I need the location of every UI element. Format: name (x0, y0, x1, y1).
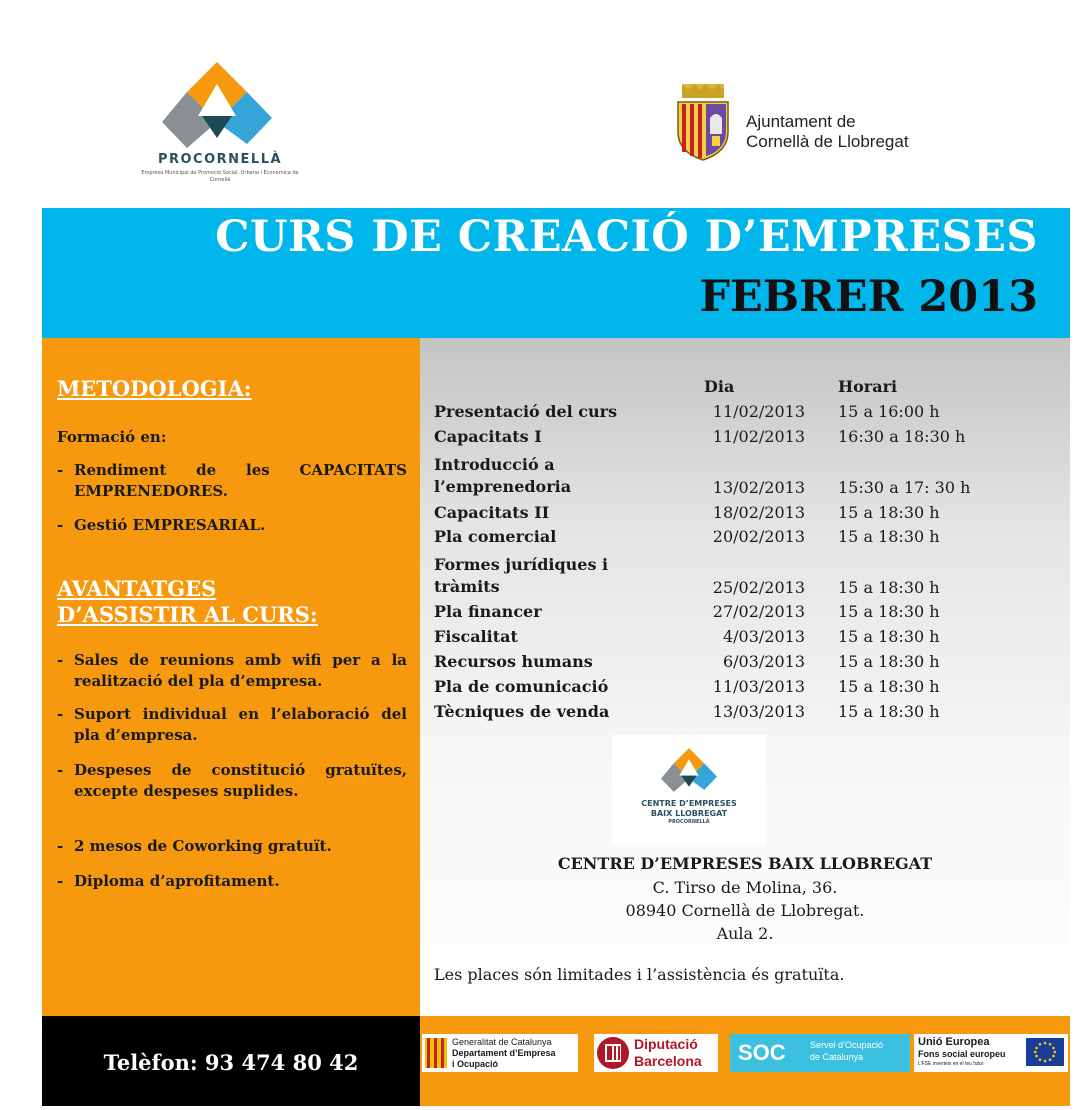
coat-of-arms-icon (668, 82, 738, 162)
bullet-dash: - (57, 461, 64, 479)
session-time: 15 a 18:30 h (838, 578, 940, 597)
address-city: 08940 Cornellà de Llobregat. (625, 901, 865, 920)
list-item (57, 836, 407, 857)
address-street: C. Tirso de Molina, 36. (652, 878, 838, 897)
session-day: 13/02/2013 (712, 478, 805, 497)
session-day: 27/02/2013 (712, 602, 805, 621)
list-item-text: 2 mesos de Coworking gratuït. (74, 837, 332, 855)
gencat-logo (422, 1034, 578, 1072)
list-item (57, 704, 407, 746)
diputacio-emblem-icon (596, 1036, 630, 1070)
soc-abbr: SOC (738, 1040, 786, 1065)
list-item-text: Suport individual en l’elaboració del pla d’empresa. (74, 705, 407, 744)
ajuntament-line2: Cornellà de Llobregat (746, 132, 909, 151)
session-name: Presentació del curs (434, 402, 618, 421)
advantages-heading-line2: D’ASSISTIR AL CURS: (57, 602, 318, 627)
bullet-dash: - (57, 705, 64, 723)
session-day: 25/02/2013 (712, 578, 805, 597)
session-time: 15 a 18:30 h (838, 627, 940, 646)
centre-empreses-logo (612, 735, 766, 845)
session-day: 13/03/2013 (712, 702, 805, 721)
gencat-line1: Generalitat de Catalunya (452, 1037, 552, 1047)
list-item-text: Sales de reunions amb wifi per a la realització del pla d’empresa. (74, 651, 407, 690)
bullet-dash: - (57, 516, 64, 534)
session-name: Pla de comunicació (434, 677, 609, 696)
column-header-time: Horari (838, 377, 898, 396)
bullet-dash: - (57, 837, 64, 855)
soc-logo (730, 1034, 910, 1072)
address-name: CENTRE D’EMPRESES BAIX LLOBREGAT (557, 854, 933, 873)
centre-logo-line2: BAIX LLOBREGAT (650, 809, 728, 818)
gencat-line2: Departament d’Empresa (452, 1048, 556, 1058)
list-item (57, 760, 407, 802)
session-time: 15 a 18:30 h (838, 677, 940, 696)
session-name: Tècniques de venda (434, 702, 610, 721)
soc-line1: Servei d’Ocupació (810, 1040, 884, 1050)
procornella-name: PROCORNELLÀ (157, 152, 283, 167)
session-name: Recursos humans (434, 652, 593, 671)
ajuntament-text (746, 112, 909, 152)
diputacio-line2: Barcelona (634, 1053, 702, 1069)
session-time: 15:30 a 17: 30 h (838, 478, 971, 497)
column-header-day: Dia (704, 377, 735, 396)
page-title: CURS DE CREACIÓ D’EMPRESES (215, 212, 1038, 262)
session-time: 15 a 18:30 h (838, 602, 940, 621)
page-subtitle: FEBRER 2013 (699, 272, 1038, 322)
diputacio-logo (594, 1034, 718, 1072)
ajuntament-line1: Ajuntament de (746, 112, 856, 131)
address-room: Aula 2. (716, 924, 774, 943)
list-item (57, 650, 407, 692)
centre-logo-line3: PROCORNELLÀ (668, 819, 710, 825)
session-day: 11/02/2013 (712, 427, 805, 446)
session-day: 6/03/2013 (722, 652, 805, 671)
session-day: 11/02/2013 (712, 402, 805, 421)
session-time: 15 a 18:30 h (838, 652, 940, 671)
session-name: Capacitats I (434, 427, 542, 446)
session-day: 11/03/2013 (712, 677, 805, 696)
advantages-heading (57, 576, 318, 628)
list-item-text: Rendiment de les CAPACITATS EMPRENEDORES. (74, 461, 407, 500)
list-item (57, 460, 407, 502)
session-name: Fiscalitat (434, 627, 518, 646)
left-column (42, 338, 420, 1016)
bullet-dash: - (57, 872, 64, 890)
session-name: Introducció a l’emprenedoria (434, 455, 572, 496)
procornella-tagline: Empresa Municipal de Promoció Social, Urbana i Econòmica de Cornellà (141, 170, 299, 183)
session-name: Capacitats II (434, 503, 550, 522)
bullet-dash: - (57, 761, 64, 779)
list-item-text: Diploma d’aprofitament. (74, 872, 280, 890)
ue-line3: L’FSE inverteix en el teu futur (918, 1061, 984, 1067)
gencat-line3: i Ocupació (452, 1059, 499, 1069)
session-name: Pla financer (434, 602, 542, 621)
session-day: 4/03/2013 (722, 627, 805, 646)
phone-number: Telèfon: 93 474 80 42 (103, 1050, 359, 1075)
procornella-mark-icon (162, 60, 272, 150)
senyera-icon (425, 1038, 447, 1068)
session-time: 15 a 18:30 h (838, 503, 940, 522)
ajuntament-logo (668, 82, 958, 162)
session-time: 15 a 18:30 h (838, 702, 940, 721)
list-item-text: Despeses de constitució gratuïtes, excepte despeses suplides. (74, 761, 407, 800)
session-time: 15 a 18:30 h (838, 527, 940, 546)
ue-logo (914, 1034, 1068, 1072)
list-item-text: Gestió EMPRESARIAL. (74, 516, 266, 534)
session-name: Formes jurídiques i tràmits (434, 555, 609, 596)
session-time: 16:30 a 18:30 h (838, 427, 966, 446)
session-time: 15 a 16:00 h (838, 402, 940, 421)
session-name: Pla comercial (434, 527, 557, 546)
ue-line2: Fons social europeu (918, 1049, 1006, 1059)
advantages-heading-line1: AVANTATGES (57, 576, 217, 601)
procornella-logo (140, 60, 300, 190)
ue-line1: Unió Europea (918, 1036, 990, 1048)
diputacio-line1: Diputació (634, 1036, 698, 1052)
session-day: 18/02/2013 (712, 503, 805, 522)
methodology-heading-text: METODOLOGIA (57, 376, 244, 401)
centre-empreses-logo-text (612, 799, 766, 819)
list-item (57, 515, 407, 536)
formation-label: Formació en: (57, 428, 167, 446)
soc-line2: de Catalunya (810, 1052, 864, 1062)
eu-flag-icon (1026, 1038, 1064, 1066)
centre-empreses-mark-icon (661, 747, 717, 793)
attendance-note: Les places són limitades i l’assistència és gratuïta. (434, 965, 845, 984)
methodology-heading-colon: : (243, 376, 252, 401)
methodology-heading (57, 376, 252, 402)
centre-logo-line1: CENTRE D’EMPRESES (641, 799, 737, 808)
list-item (57, 871, 407, 892)
bullet-dash: - (57, 651, 64, 669)
session-day: 20/02/2013 (712, 527, 805, 546)
